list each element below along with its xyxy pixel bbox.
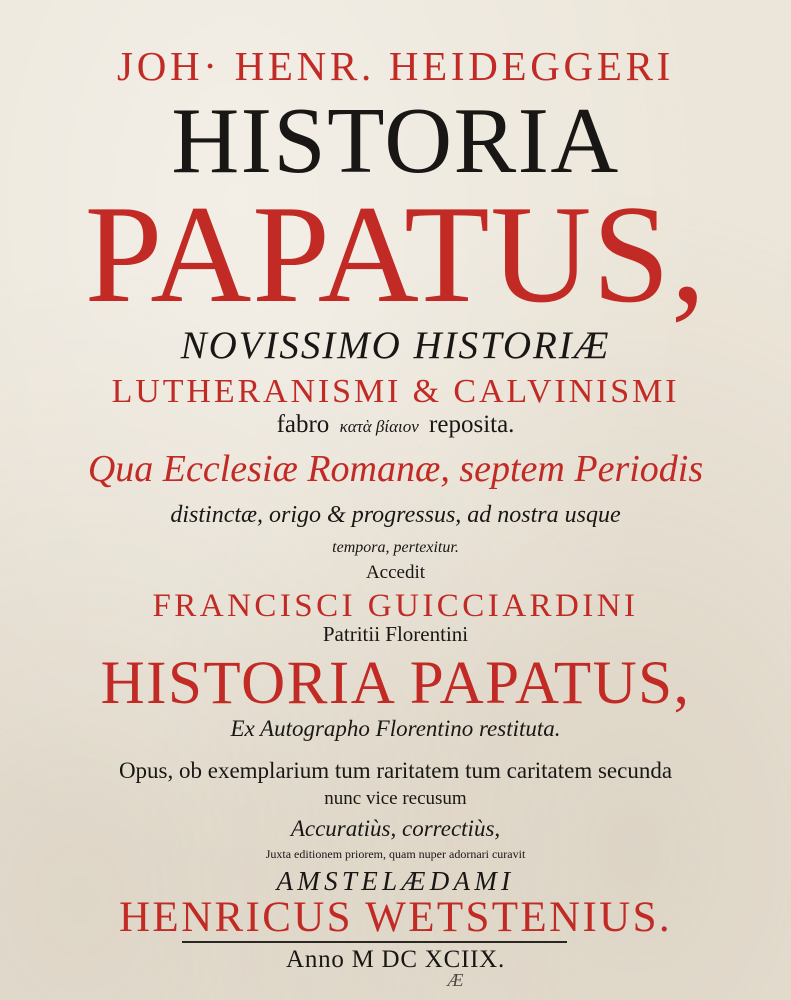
amstelaedami-line: AMSTELÆDAMI (276, 866, 515, 896)
anno-line: Anno M DC XCIIX. (286, 946, 505, 973)
subtitle-novissimo: NOVISSIMO HISTORIÆ (180, 324, 611, 367)
qua-line: Qua Ecclesiæ Romanæ, septem Periodis (87, 448, 704, 490)
historia-papatus-line: HISTORIA PAPATUS, (100, 650, 691, 717)
subtitle-lutheranismi: LUTHERANISMI & CALVINISMI (111, 373, 680, 410)
fabro-after: reposita. (429, 411, 515, 438)
accuratius-line: Accuratiùs, correctiùs, (290, 816, 501, 841)
fabro-line (0, 412, 791, 437)
publisher-line: HENRICUS WETSTENIUS. (119, 894, 672, 941)
nunc-line: nunc vice recusum (324, 788, 467, 809)
title-papatus: PAPATUS, (84, 177, 707, 332)
author-line: JOH· HENR. HEIDEGGERI (117, 43, 674, 89)
guicciardini-line: FRANCISCI GUICCIARDINI (152, 588, 639, 624)
patritii-line: Patritii Florentini (322, 622, 469, 646)
opus-line: Opus, ob exemplarium tum raritatem tum caritatem secunda (118, 758, 673, 783)
juxta-line: Juxta editionem priorem, quam nuper adornari curavit (265, 847, 526, 861)
ex-autographo-line: Ex Autographo Florentino restituta. (230, 716, 561, 741)
distincta-line: distinctæ, origo & progressus, ad nostra usque (170, 502, 621, 528)
fabro-before: fabro (276, 411, 330, 438)
tempora-line: tempora, pertexitur. (332, 539, 459, 556)
divider-rule (182, 941, 567, 943)
fabro-greek: κατὰ βίαιον (339, 417, 419, 436)
title-historia: HISTORIA (171, 89, 620, 193)
accedit-line: Accedit (365, 562, 426, 583)
bottom-mark: Æ (447, 970, 464, 990)
